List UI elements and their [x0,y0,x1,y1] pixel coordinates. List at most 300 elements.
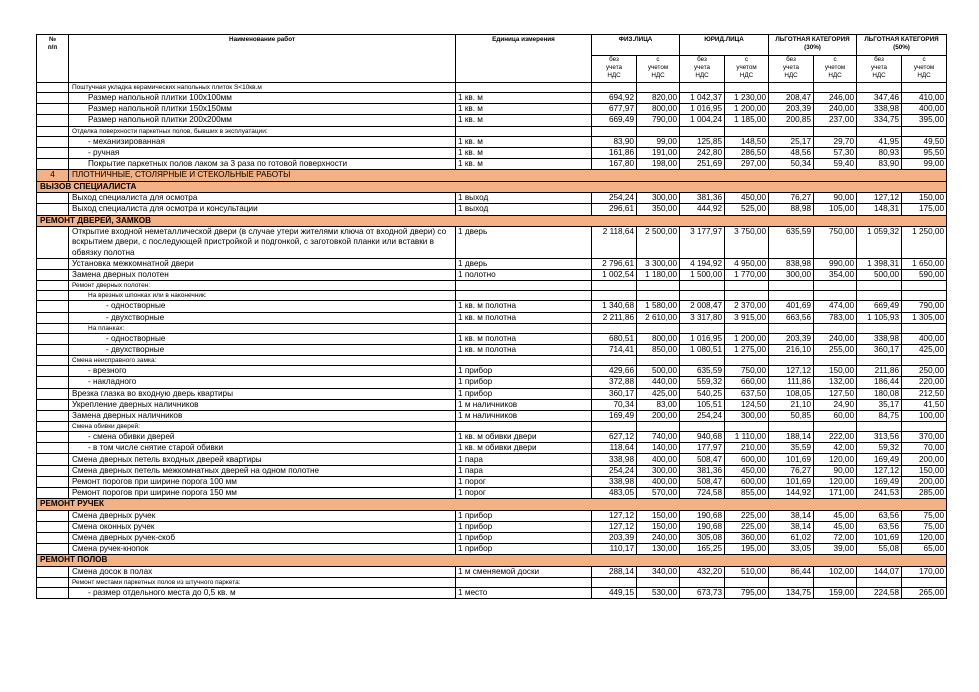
row-unit: 1 прибор [456,533,592,544]
table-subheading-row [37,356,947,366]
row-unit: 1 место [456,588,592,599]
row-price: 354,00 [814,270,857,281]
row-price: 95,50 [902,147,947,158]
row-price: 2 500,00 [637,227,680,259]
row-num [37,193,69,204]
row-work-name: Размер напольной плитки 150х150мм [69,104,456,115]
row-unit: 1 кв. м [456,147,592,158]
row-price: 45,00 [814,521,857,532]
row-work-name: Покрытие паркетных полов лаком за 3 раза по готовой поверхности [69,158,456,169]
row-price: 186,44 [857,377,902,388]
row-unit: 1 кв. м полотна [456,301,592,312]
table-row [37,566,947,577]
row-work-name: - механизированная [69,136,456,147]
row-price: 483,05 [592,488,637,499]
row-price: 169,49 [857,476,902,487]
row-price: 25,17 [769,136,814,147]
row-work-name: Смена оконных ручек [69,521,456,532]
row-price: 80,93 [857,147,902,158]
row-num [37,510,69,521]
row-price: 1 250,00 [902,227,947,259]
row-value [814,83,857,93]
section-row [37,170,947,182]
row-price: 500,00 [637,366,680,377]
row-price: 134,75 [769,588,814,599]
row-price: 190,68 [680,521,725,532]
row-unit [456,281,592,291]
row-price: 410,00 [902,93,947,104]
table-row [37,366,947,377]
row-price: 38,14 [769,521,814,532]
row-num [37,410,69,421]
row-work-name: Установка межкомнатной двери [69,259,456,270]
row-price: 2 118,64 [592,227,637,259]
header-sub-net: без учета НДС [592,56,637,83]
row-value [680,126,725,136]
row-work-name: Выход специалиста для осмотра [69,193,456,204]
row-value [902,291,947,301]
row-unit: 1 кв. м полотна [456,312,592,323]
row-value [902,281,947,291]
row-value [637,83,680,93]
row-price: 124,50 [725,399,769,410]
row-value [769,291,814,301]
row-work-name: Врезка глазка во входную дверь квартиры [69,388,456,399]
row-price: 212,50 [902,388,947,399]
row-work-name: - накладного [69,377,456,388]
row-price: 680,51 [592,333,637,344]
table-row [37,544,947,555]
row-value [814,281,857,291]
row-price: 200,00 [902,476,947,487]
row-value [637,356,680,366]
row-price: 140,00 [637,443,680,454]
row-price: 220,00 [902,377,947,388]
row-price: 669,49 [592,115,637,126]
row-subheading: Ремонт местами паркетных полов из штучного паркета: [69,578,456,588]
row-num [37,533,69,544]
row-price: 1 059,32 [857,227,902,259]
row-num [37,158,69,169]
header-group-individuals: ФИЗ.ЛИЦА [592,35,680,56]
row-price: 33,05 [769,544,814,555]
row-price: 300,00 [637,193,680,204]
row-price: 237,00 [814,115,857,126]
row-work-name: - одностворные [69,333,456,344]
row-subheading: Отделка поверхности паркетных полов, бывших в эксплуатации: [69,126,456,136]
row-price: 100,00 [902,410,947,421]
table-row [37,476,947,487]
row-price: 38,14 [769,510,814,521]
row-price: 750,00 [814,227,857,259]
table-row [37,227,947,259]
row-unit: 1 порог [456,476,592,487]
row-price: 2 008,47 [680,301,725,312]
row-work-name: - ручная [69,147,456,158]
row-value [857,126,902,136]
row-unit: 1 прибор [456,388,592,399]
row-price: 167,80 [592,158,637,169]
row-value [725,323,769,333]
row-price: 127,12 [857,193,902,204]
row-price: 50,85 [769,410,814,421]
row-price: 313,56 [857,432,902,443]
row-value [725,578,769,588]
row-price: 296,61 [592,204,637,215]
row-price: 300,00 [725,410,769,421]
row-price: 150,00 [637,510,680,521]
row-price: 4 950,00 [725,259,769,270]
row-price: 63,56 [857,521,902,532]
row-num [37,227,69,259]
section-number: 4 [37,170,69,182]
row-unit: 1 прибор [456,544,592,555]
row-price: 660,00 [725,377,769,388]
table-row [37,93,947,104]
row-value [680,323,725,333]
price-table [36,34,947,599]
row-price: 540,25 [680,388,725,399]
row-price: 750,00 [725,366,769,377]
row-price: 83,90 [857,158,902,169]
row-price: 440,00 [637,377,680,388]
row-unit: 1 прибор [456,521,592,532]
row-num [37,259,69,270]
row-unit: 1 кв. м обивки двери [456,432,592,443]
row-price: 203,39 [769,104,814,115]
row-price: 216,10 [769,344,814,355]
row-price: 400,00 [637,476,680,487]
table-row [37,533,947,544]
row-num [37,356,69,366]
row-price: 59,40 [814,158,857,169]
row-price: 850,00 [637,344,680,355]
row-price: 1 275,00 [725,344,769,355]
row-value [902,323,947,333]
row-price: 1 110,00 [725,432,769,443]
row-work-name: Размер напольной плитки 200х200мм [69,115,456,126]
row-num [37,281,69,291]
row-price: 41,95 [857,136,902,147]
row-value [857,578,902,588]
row-price: 200,00 [637,410,680,421]
row-work-name: - одностворные [69,301,456,312]
row-value [769,422,814,432]
row-price: 990,00 [814,259,857,270]
row-unit: 1 м сменяемой доски [456,566,592,577]
row-value [902,578,947,588]
row-num [37,333,69,344]
table-body [37,83,947,599]
row-price: 48,56 [769,147,814,158]
row-unit: 1 дверь [456,227,592,259]
row-price: 70,00 [902,443,947,454]
row-value [814,323,857,333]
row-price: 694,92 [592,93,637,104]
row-num [37,291,69,301]
row-value [592,422,637,432]
row-unit: 1 кв. м полотна [456,333,592,344]
row-price: 165,25 [680,544,725,555]
row-unit [456,323,592,333]
row-price: 127,12 [592,510,637,521]
row-num [37,136,69,147]
row-price: 57,30 [814,147,857,158]
table-row [37,136,947,147]
row-price: 150,00 [902,465,947,476]
row-price: 45,00 [814,510,857,521]
row-work-name: Укрепление дверных наличников [69,399,456,410]
row-price: 2 370,00 [725,301,769,312]
row-price: 347,46 [857,93,902,104]
row-num [37,344,69,355]
category-title: РЕМОНТ ДВЕРЕЙ, ЗАМКОВ [37,215,947,227]
row-unit: 1 прибор [456,510,592,521]
row-price: 101,69 [857,533,902,544]
category-title: РЕМОНТ РУЧЕК [37,499,947,511]
row-price: 59,32 [857,443,902,454]
row-price: 338,98 [592,454,637,465]
row-unit: 1 м наличников [456,410,592,421]
header-sub-gross: с учетом НДС [814,56,857,83]
row-work-name: - двухстворные [69,312,456,323]
row-price: 76,27 [769,465,814,476]
row-price: 240,00 [814,333,857,344]
row-price: 127,50 [814,388,857,399]
row-unit: 1 м наличников [456,399,592,410]
row-price: 29,70 [814,136,857,147]
row-price: 1 650,00 [902,259,947,270]
row-price: 102,00 [814,566,857,577]
row-value [769,323,814,333]
row-num [37,588,69,599]
row-price: 381,36 [680,465,725,476]
row-unit: 1 полотно [456,270,592,281]
row-price: 305,08 [680,533,725,544]
row-price: 1 180,00 [637,270,680,281]
row-price: 254,24 [680,410,725,421]
row-price: 635,59 [769,227,814,259]
row-value [592,356,637,366]
row-value [637,422,680,432]
row-price: 1 016,95 [680,333,725,344]
row-price: 450,00 [725,465,769,476]
row-price: 211,86 [857,366,902,377]
row-price: 350,00 [637,204,680,215]
row-price: 127,12 [769,366,814,377]
row-price: 203,39 [592,533,637,544]
table-row [37,488,947,499]
price-list [36,34,946,599]
row-price: 508,47 [680,476,725,487]
row-price: 637,50 [725,388,769,399]
row-price: 288,14 [592,566,637,577]
row-num [37,544,69,555]
table-row [37,443,947,454]
row-price: 190,68 [680,510,725,521]
row-unit: 1 выход [456,193,592,204]
row-price: 224,58 [857,588,902,599]
table-row [37,115,947,126]
row-work-name: - размер отдельного места до 0,5 кв. м [69,588,456,599]
row-value [637,578,680,588]
row-price: 144,92 [769,488,814,499]
header-work: Наименование работ [69,35,456,83]
row-value [637,291,680,301]
row-price: 450,00 [725,193,769,204]
header-sub-net: без учета НДС [857,56,902,83]
row-price: 250,00 [902,366,947,377]
row-value [680,291,725,301]
row-price: 148,50 [725,136,769,147]
row-price: 255,00 [814,344,857,355]
row-price: 265,00 [902,588,947,599]
row-price: 1 004,24 [680,115,725,126]
row-price: 55,08 [857,544,902,555]
category-row [37,215,947,227]
row-price: 508,47 [680,454,725,465]
row-price: 338,98 [857,333,902,344]
table-subheading-row [37,281,947,291]
row-price: 110,17 [592,544,637,555]
row-value [857,356,902,366]
row-num [37,312,69,323]
row-num [37,104,69,115]
row-num [37,422,69,432]
row-price: 150,00 [902,193,947,204]
table-row [37,193,947,204]
row-price: 83,90 [592,136,637,147]
row-work-name: Смена дверных петель входных дверей квартиры [69,454,456,465]
row-price: 99,00 [902,158,947,169]
row-work-name: Замена дверных полотен [69,270,456,281]
row-price: 400,00 [902,333,947,344]
table-row [37,510,947,521]
row-price: 285,00 [902,488,947,499]
row-price: 240,00 [637,533,680,544]
row-price: 24,90 [814,399,857,410]
row-work-name: - двухстворные [69,344,456,355]
row-price: 170,00 [902,566,947,577]
row-price: 177,97 [680,443,725,454]
row-unit: 1 прибор [456,377,592,388]
row-num [37,366,69,377]
row-price: 125,85 [680,136,725,147]
table-row [37,158,947,169]
row-price: 449,15 [592,588,637,599]
row-price: 669,49 [857,301,902,312]
row-price: 500,00 [857,270,902,281]
row-price: 401,69 [769,301,814,312]
row-price: 4 194,92 [680,259,725,270]
table-row [37,521,947,532]
row-price: 400,00 [902,104,947,115]
row-price: 3 915,00 [725,312,769,323]
header-unit: Единица измерения [456,35,592,83]
row-price: 49,50 [902,136,947,147]
header-group-discount-50: ЛЬГОТНАЯ КАТЕГОРИЯ (50%) [857,35,947,56]
row-price: 132,00 [814,377,857,388]
row-price: 150,00 [637,521,680,532]
row-price: 360,17 [592,388,637,399]
row-value [769,126,814,136]
row-unit: 1 кв. м [456,115,592,126]
row-price: 195,00 [725,544,769,555]
row-price: 65,00 [902,544,947,555]
row-unit: 1 кв. м [456,104,592,115]
row-price: 169,49 [857,454,902,465]
row-price: 800,00 [637,104,680,115]
row-price: 444,92 [680,204,725,215]
row-value [680,422,725,432]
row-unit: 1 прибор [456,366,592,377]
row-num [37,270,69,281]
row-num [37,301,69,312]
row-unit: 1 пара [456,454,592,465]
row-price: 21,10 [769,399,814,410]
row-price: 740,00 [637,432,680,443]
row-price: 200,85 [769,115,814,126]
row-num [37,399,69,410]
section-title: ПЛОТНИЧНЫЕ, СТОЛЯРНЫЕ И СТЕКОЛЬНЫЕ РАБОТЫ [69,170,947,182]
row-work-name: Размер напольной плитки 100х100мм [69,93,456,104]
row-price: 400,00 [637,454,680,465]
row-num [37,454,69,465]
row-price: 105,00 [814,204,857,215]
row-price: 2 610,00 [637,312,680,323]
row-price: 210,00 [725,443,769,454]
row-num [37,147,69,158]
table-row [37,588,947,599]
row-price: 635,59 [680,366,725,377]
row-price: 35,17 [857,399,902,410]
row-price: 790,00 [902,301,947,312]
row-price: 41,50 [902,399,947,410]
row-price: 1 580,00 [637,301,680,312]
row-num [37,443,69,454]
row-num [37,432,69,443]
row-value [725,83,769,93]
row-price: 111,86 [769,377,814,388]
row-unit: 1 кв. м [456,93,592,104]
row-price: 254,24 [592,465,637,476]
row-price: 50,34 [769,158,814,169]
row-work-name: Смена дверных петель межкомнатных дверей на одном полотне [69,465,456,476]
row-price: 1 500,00 [680,270,725,281]
header-num: № п/п [37,35,69,83]
row-value [592,83,637,93]
row-price: 360,17 [857,344,902,355]
header-sub-gross: с учетом НДС [902,56,947,83]
row-price: 208,47 [769,93,814,104]
table-row [37,465,947,476]
row-price: 425,00 [902,344,947,355]
table-row [37,454,947,465]
row-price: 338,98 [857,104,902,115]
category-row [37,555,947,567]
row-price: 1 105,93 [857,312,902,323]
row-unit [456,83,592,93]
row-price: 75,00 [902,521,947,532]
row-price: 175,00 [902,204,947,215]
row-price: 161,86 [592,147,637,158]
row-subheading: Поштучная укладка керамических напольных плиток S<10кв.м [69,83,456,93]
row-num [37,83,69,93]
row-num [37,476,69,487]
row-price: 559,32 [680,377,725,388]
row-price: 171,00 [814,488,857,499]
row-value [725,281,769,291]
